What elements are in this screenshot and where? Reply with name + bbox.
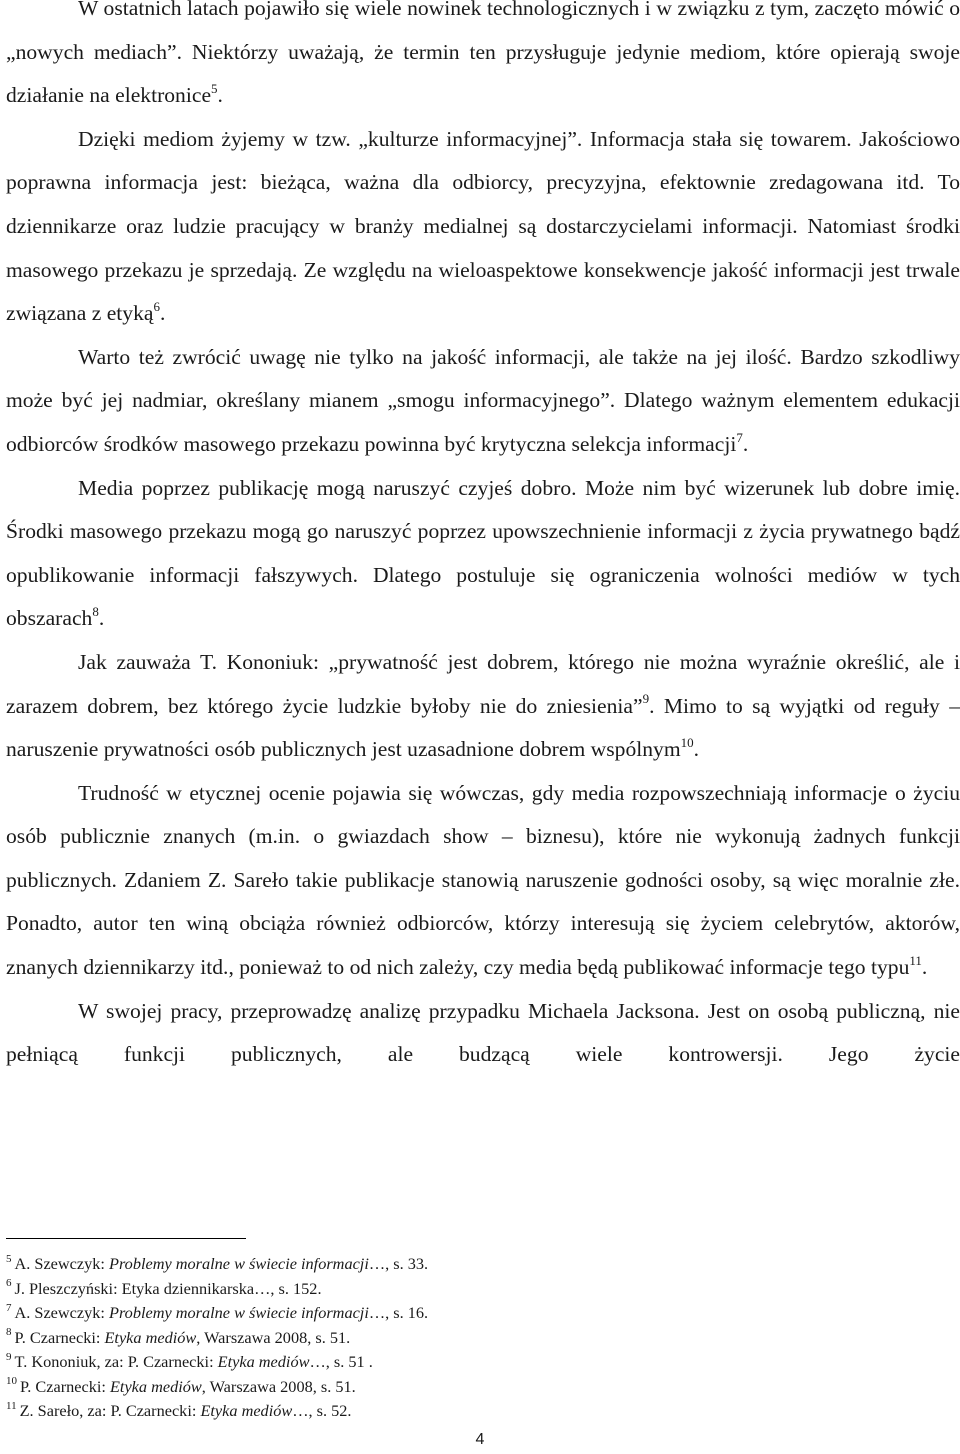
footnote-ref-11: 11 [909,952,922,968]
paragraph-5: Jak zauważa T. Kononiuk: „prywatność jest dobrem, którego nie można wyraźnie określić, ale i zarazem dobrem, bez którego życie ludzkie byłoby nie do zniesienia”$^9$. Mimo to są wyjątki od reguły – naruszenie prywatności osób publicznych jest uzasadnione dobrem wspólnym$^{10}$. [6,649,960,762]
paragraph-1: W ostatnich latach pojawiło się wiele nowinek technologicznych i w związku z tym, zaczęto mówić o „nowych mediach”. Niektórzy uważają, że termin ten przysługuje jedynie mediom, które opierają swoje działanie na elektronice$^5$. [6,0,960,108]
footnote-ref-9: 9 [642,691,650,707]
paragraph-4: Media poprzez publikację mogą naruszyć czyjeś dobro. Może nim być wizerunek lub dobre imię. Środki masowego przekazu mogą go naruszyć poprzez upowszechnienie informacji z życia prywatnego bądź opublikowanie informacji fałszywych. Dlatego postuluje się ograniczenia wolności mediów w tych obszarach$^8$. [6,475,960,631]
footnote-ref-10: 10 [680,734,694,750]
body-text [6,0,960,1077]
paragraph-2: Dzięki mediom żyjemy w tzw. „kulturze informacyjnej”. Informacja stała się towarem. Jakościowo poprawna informacja jest: bieżąca, ważna dla odbiorcy, precyzyjna, efektownie zredagowana itd. To dziennikarze oraz ludzie pracujący w branży medialnej są dostarczycielami informacji. Natomiast środki masowego przekazu je sprzedają. Ze względu na wieloaspektowe konsekwencje jakość informacji jest trwale związana z etyką$^6$. [6,126,960,326]
page-number: 4 [475,1431,485,1448]
paragraph-7: W swojej pracy, przeprowadzę analizę przypadku Michaela Jacksona. Jest on osobą publiczną, nie pełniącą funkcji publicznych, ale budzącą wiele kontrowersji. Jego życie [6,998,960,1067]
footnote: $^5$ A. Szewczyk: Problemy moralne w świecie informacji…, s. 33. [6,1252,429,1273]
footnotes [6,1252,706,1424]
footnote: $^{10}$ P. Czarnecki: Etyka mediów, Warszawa 2008, s. 51. [6,1375,356,1396]
paragraph-3: Warto też zwrócić uwagę nie tylko na jakość informacji, ale także na jej ilość. Bardzo szkodliwy może być jej nadmiar, określany mianem „smogu informacyjnego”. Dlatego ważnym elementem edukacji odbiorców środków masowego przekazu powinna być krytyczna selekcja informacji$^7$. [6,344,960,456]
footnote-ref-6: 6 [153,298,160,314]
footnote-ref-8: 8 [92,604,99,620]
footnote: $^{11}$ Z. Sareło, za: P. Czarnecki: Etyka mediów…, s. 52. [6,1399,352,1420]
footnote: $^6$ J. Pleszczyński: Etyka dziennikarska…, s. 152. [6,1277,322,1298]
footnote-ref-7: 7 [736,429,743,445]
footnote: $^9$ T. Kononiuk, za: P. Czarnecki: Etyka mediów…, s. 51 . [6,1350,373,1371]
paragraph-6: Trudność w etycznej ocenie pojawia się wówczas, gdy media rozpowszechniają informacje o życiu osób publicznie znanych (m.in. o gwiazdach show – biznesu), które nie wykonują żadnych funkcji publicznych. Zdaniem Z. Sareło takie publikacje stanowią naruszenie godności osoby, są więc moralnie złe. Ponadto, autor ten winą obciąża również odbiorców, którzy interesują się życiem celebrytów, aktorów, znanych dziennikarzy itd., ponieważ to od nich zależy, czy media będą publikować informacje tego typu$^{11}$. [6,780,960,980]
footnote: $^7$ A. Szewczyk: Problemy moralne w świecie informacji…, s. 16. [6,1301,429,1322]
footnote-ref-5: 5 [211,81,218,96]
footnote: $^8$ P. Czarnecki: Etyka mediów, Warszawa 2008, s. 51. [6,1326,351,1347]
footnote-separator [6,1238,246,1239]
